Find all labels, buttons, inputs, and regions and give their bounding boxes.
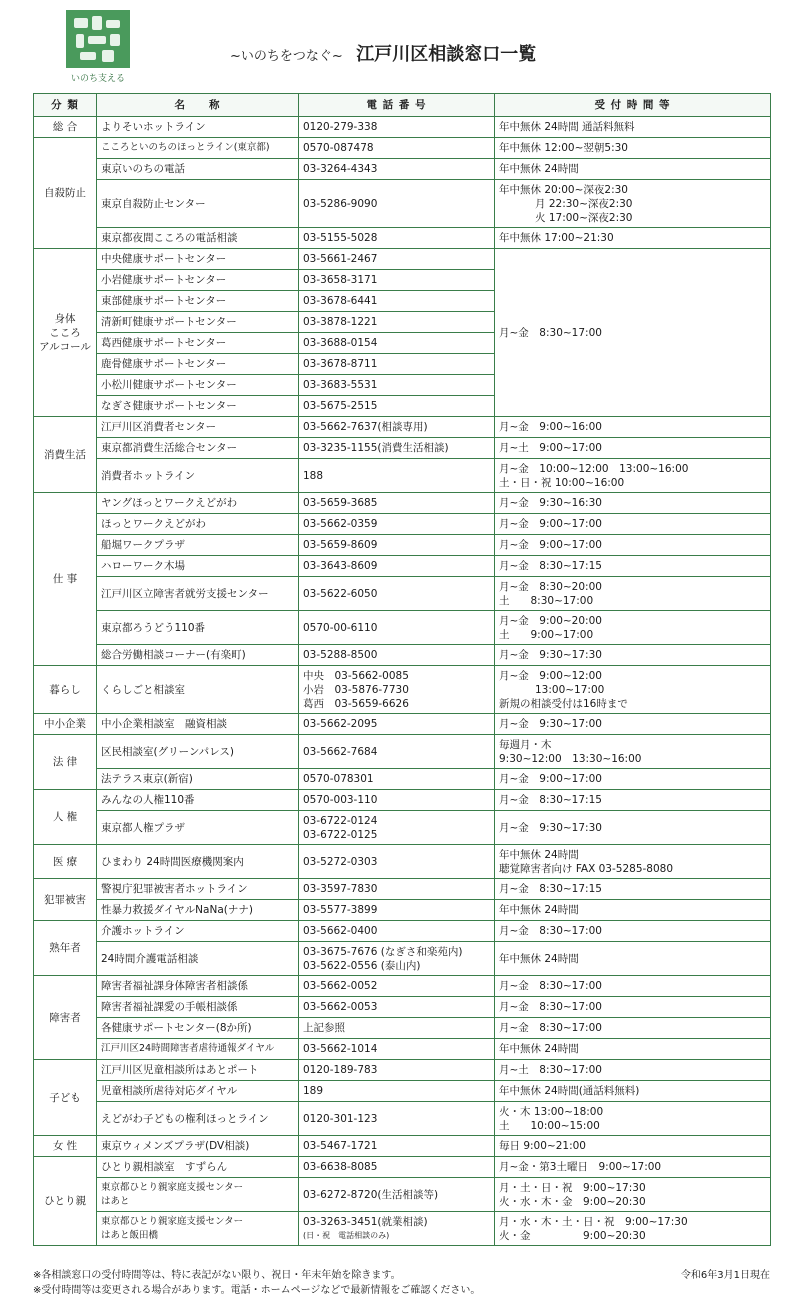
phone-cell: [299, 459, 495, 493]
header-phone: 電 話 番 号: [299, 94, 495, 117]
hours-cell: [495, 514, 771, 535]
phone-cell: [299, 180, 495, 228]
phone-line: 03-3263-3451(就業相談): [303, 1215, 428, 1228]
phone-cell: [299, 1081, 495, 1102]
hours-line: 土 10:00~15:00: [499, 1119, 600, 1132]
category-cell: 障害者: [34, 976, 97, 1060]
header-category: 分 類: [34, 94, 97, 117]
phone-line: 03-3264-4343: [303, 163, 378, 175]
page-header: [230, 40, 536, 66]
phone-cell: [299, 159, 495, 180]
phone-cell: [299, 354, 495, 375]
table-row: [34, 535, 771, 556]
name-cell: ほっとワークえどがわ: [97, 514, 299, 535]
table-row: [34, 666, 771, 714]
phone-line: 03-3643-8609: [303, 560, 378, 572]
name-cell: 清新町健康サポートセンター: [97, 312, 299, 333]
hours-cell: [495, 577, 771, 611]
phone-cell: [299, 1039, 495, 1060]
name-cell: 法テラス東京(新宿): [97, 769, 299, 790]
consultation-table: [33, 93, 771, 1246]
hours-line: 毎日 9:00~21:00: [499, 1140, 586, 1152]
hours-line: 年中無休 17:00~21:30: [499, 232, 614, 244]
category-cell: 人 権: [34, 790, 97, 845]
phone-line: 03-3597-7830: [303, 883, 378, 895]
phone-line: 03-5659-3685: [303, 497, 378, 509]
hours-cell: [495, 942, 771, 976]
name-cell: 警視庁犯罪被害者ホットライン: [97, 879, 299, 900]
hours-line: 年中無休 24時間: [499, 1043, 579, 1055]
hours-cell: [495, 735, 771, 769]
name-cell: こころといのちのほっとライン(東京都): [97, 138, 299, 159]
hours-line: 月・水・木・土・日・祝 9:00~17:30: [499, 1215, 688, 1228]
hours-line: 年中無休 24時間: [499, 163, 579, 175]
hours-cell: [495, 417, 771, 438]
hours-cell: [495, 845, 771, 879]
name-cell: 24時間介護電話相談: [97, 942, 299, 976]
table-row: [34, 1157, 771, 1178]
phone-cell: [299, 438, 495, 459]
phone-line: 03-5675-2515: [303, 400, 378, 412]
hours-line: 月~金 8:30~17:00: [499, 925, 602, 937]
hours-cell-shared: [495, 249, 771, 417]
table-row: [34, 138, 771, 159]
hours-line: 年中無休 24時間(通話料無料): [499, 1085, 640, 1097]
phone-line: 03-5662-7684: [303, 745, 378, 758]
name-cell: なぎさ健康サポートセンター: [97, 396, 299, 417]
phone-line: (日・祝 電話相談のみ): [303, 1230, 390, 1240]
name-cell: 総合労働相談コーナー(有楽町): [97, 645, 299, 666]
table-row: [34, 976, 771, 997]
phone-line: 03-5662-0359: [303, 518, 378, 530]
table-row: [34, 645, 771, 666]
phone-line: 189: [303, 1085, 324, 1097]
hours-cell: [495, 1060, 771, 1081]
table-row: [34, 117, 771, 138]
table-row: [34, 1212, 771, 1246]
phone-line: 03-3878-1221: [303, 316, 378, 328]
phone-line: 0570-078301: [303, 773, 374, 785]
phone-line: 03-5272-0303: [303, 855, 378, 868]
hours-line: 月~金 8:30~17:15: [499, 883, 602, 895]
table-row: [34, 228, 771, 249]
hours-line: 火・木 13:00~18:00: [499, 1105, 604, 1118]
hours-line: 月~土 8:30~17:00: [499, 1064, 602, 1076]
phone-line: 中央 03-5662-0085: [303, 669, 409, 682]
name-cell: よりそいホットライン: [97, 117, 299, 138]
phone-cell: [299, 666, 495, 714]
phone-line: 03-3683-5531: [303, 379, 378, 391]
phone-cell: [299, 291, 495, 312]
table-row: [34, 735, 771, 769]
hours-cell: [495, 611, 771, 645]
phone-line: 0570-087478: [303, 142, 374, 154]
phone-line: 小岩 03-5876-7730: [303, 683, 409, 696]
hours-line: 年中無休 24時間: [499, 952, 579, 965]
category-cell: 女 性: [34, 1136, 97, 1157]
table-row: [34, 459, 771, 493]
phone-cell: [299, 1018, 495, 1039]
page-subtitle: ~いのちをつなぐ~: [230, 49, 343, 64]
phone-line: 0570-003-110: [303, 794, 378, 806]
phone-line: 03-6638-8085: [303, 1161, 378, 1173]
table-row: [34, 180, 771, 228]
category-cell: 仕 事: [34, 493, 97, 666]
phone-cell: [299, 138, 495, 159]
phone-line: 0570-00-6110: [303, 621, 378, 634]
phone-cell: [299, 976, 495, 997]
hours-cell: [495, 997, 771, 1018]
table-row: [34, 1039, 771, 1060]
table-row: [34, 611, 771, 645]
phone-line: 03-5155-5028: [303, 232, 378, 244]
name-cell: 性暴力救援ダイヤルNaNa(ナナ): [97, 900, 299, 921]
name-cell: 介護ホットライン: [97, 921, 299, 942]
table-row: [34, 556, 771, 577]
hours-cell: [495, 1178, 771, 1212]
phone-cell: [299, 117, 495, 138]
hours-line: 年中無休 12:00~翌朝5:30: [499, 142, 628, 154]
category-cell: 犯罪被害: [34, 879, 97, 921]
name-cell: 東京都ろうどう110番: [97, 611, 299, 645]
hours-cell: [495, 645, 771, 666]
name-cell: 東京自殺防止センター: [97, 180, 299, 228]
hours-line: 土 9:00~17:00: [499, 628, 594, 641]
name-cell: みんなの人権110番: [97, 790, 299, 811]
name-cell: 区民相談室(グリーンパレス): [97, 735, 299, 769]
hours-cell: [495, 1212, 771, 1246]
phone-line: 葛西 03-5659-6626: [303, 697, 409, 710]
hours-cell: [495, 1157, 771, 1178]
phone-cell: [299, 1212, 495, 1246]
name-cell: ひとり親相談室 すずらん: [97, 1157, 299, 1178]
phone-line: 03-5577-3899: [303, 904, 378, 916]
table-row: [34, 714, 771, 735]
hours-cell: [495, 811, 771, 845]
name-cell: 鹿骨健康サポートセンター: [97, 354, 299, 375]
phone-line: 03-5661-2467: [303, 253, 378, 265]
hours-line: 火 17:00~深夜2:30: [535, 211, 633, 224]
phone-cell: [299, 249, 495, 270]
category-cell: ひとり親: [34, 1157, 97, 1246]
phone-line: 03-5288-8500: [303, 649, 378, 661]
hours-line: 月・土・日・祝 9:00~17:30: [499, 1181, 646, 1194]
page-title: 江戸川区相談窓口一覧: [356, 44, 537, 65]
footer: [33, 1268, 770, 1298]
phone-cell: [299, 997, 495, 1018]
hours-line: 年中無休 20:00~深夜2:30: [499, 183, 628, 196]
hours-line: 年中無休 24時間 通話料無料: [499, 121, 635, 133]
table-row: [34, 769, 771, 790]
category-cell: 法 律: [34, 735, 97, 790]
hours-cell: [495, 714, 771, 735]
name-cell: 東京都夜間こころの電話相談: [97, 228, 299, 249]
phone-cell: [299, 333, 495, 354]
phone-cell: [299, 735, 495, 769]
table-row: [34, 942, 771, 976]
phone-cell: [299, 535, 495, 556]
table-row: [34, 249, 771, 270]
footer-note: ※各相談窓口の受付時間等は、特に表記がない限り、祝日・年末年始を除きます。: [33, 1270, 401, 1281]
phone-line: 03-3678-6441: [303, 295, 378, 307]
name-cell: 消費者ホットライン: [97, 459, 299, 493]
name-cell: 中央健康サポートセンター: [97, 249, 299, 270]
phone-cell: [299, 1157, 495, 1178]
phone-line: 03-5659-8609: [303, 539, 378, 551]
phone-line: 03-6272-8720(生活相談等): [303, 1188, 439, 1201]
name-cell: 江戸川区24時間障害者虐待通報ダイヤル: [97, 1039, 299, 1060]
category-cell: 子ども: [34, 1060, 97, 1136]
table-row: [34, 159, 771, 180]
hours-cell: [495, 1018, 771, 1039]
name-cell: 東京いのちの電話: [97, 159, 299, 180]
hours-cell: [495, 769, 771, 790]
hours-line: 火・金 9:00~20:30: [499, 1229, 646, 1242]
table-row: [34, 845, 771, 879]
hours-cell: [495, 790, 771, 811]
table-row: [34, 1102, 771, 1136]
logo: [62, 10, 136, 84]
table-row: [34, 997, 771, 1018]
hours-line: 月~金 8:30~17:00: [499, 980, 602, 992]
phone-line: 03-5286-9090: [303, 197, 378, 210]
hours-line: 13:00~17:00: [535, 683, 605, 696]
logo-mark: [66, 10, 130, 68]
table-row: [34, 879, 771, 900]
hours-line: 年中無休 24時間: [499, 904, 579, 916]
hours-line: 毎週月・木: [499, 738, 552, 751]
phone-cell: [299, 611, 495, 645]
phone-cell: [299, 417, 495, 438]
phone-cell: [299, 942, 495, 976]
name-cell: 東京都人権プラザ: [97, 811, 299, 845]
phone-line: 03-3235-1155(消費生活相談): [303, 442, 449, 454]
phone-line: 上記参照: [303, 1022, 345, 1034]
header-name: 名 称: [97, 94, 299, 117]
hours-line: 火・水・木・金 9:00~20:30: [499, 1195, 646, 1208]
name-cell: 中小企業相談室 融資相談: [97, 714, 299, 735]
table-row: [34, 493, 771, 514]
hours-line: 月 22:30~深夜2:30: [535, 197, 633, 210]
phone-cell: [299, 1060, 495, 1081]
category-cell: 消費生活: [34, 417, 97, 493]
phone-line: 188: [303, 469, 324, 482]
hours-cell: [495, 921, 771, 942]
table-row: [34, 900, 771, 921]
hours-cell: [495, 666, 771, 714]
phone-cell: [299, 270, 495, 291]
name-cell: 江戸川区児童相談所はあとポート: [97, 1060, 299, 1081]
hours-line: 月~金 9:30~17:00: [499, 718, 602, 730]
phone-line: 03-5622-6050: [303, 587, 378, 600]
table-row: [34, 438, 771, 459]
footer-date: 令和6年3月1日現在: [680, 1270, 770, 1281]
name-cell: ひまわり 24時間医療機関案内: [97, 845, 299, 879]
phone-cell: [299, 375, 495, 396]
table-row: [34, 514, 771, 535]
hours-cell: [495, 535, 771, 556]
phone-cell: [299, 312, 495, 333]
hours-cell: [495, 1081, 771, 1102]
category-cell: 熟年者: [34, 921, 97, 976]
phone-line: 0120-189-783: [303, 1064, 378, 1076]
hours-line: 月~金 9:00~17:00: [499, 539, 602, 551]
name-cell: 江戸川区消費者センター: [97, 417, 299, 438]
category-cell: 身体 こころ アルコール: [34, 249, 97, 417]
table-row: [34, 811, 771, 845]
hours-line: 月~金 8:30~17:00: [499, 1022, 602, 1034]
hours-line: 月~金 9:00~20:00: [499, 614, 602, 627]
phone-line: 03-6722-0124: [303, 814, 378, 827]
hours-cell: [495, 459, 771, 493]
name-cell: ハローワーク木場: [97, 556, 299, 577]
name-cell: 障害者福祉課愛の手帳相談係: [97, 997, 299, 1018]
category-cell: 医 療: [34, 845, 97, 879]
hours-cell: [495, 228, 771, 249]
phone-cell: [299, 493, 495, 514]
name-cell: 東部健康サポートセンター: [97, 291, 299, 312]
phone-line: 03-5467-1721: [303, 1140, 378, 1152]
phone-cell: [299, 514, 495, 535]
hours-cell: [495, 900, 771, 921]
phone-line: 03-3678-8711: [303, 358, 378, 370]
category-cell: 総 合: [34, 117, 97, 138]
phone-line: 03-5662-0400: [303, 925, 378, 937]
phone-cell: [299, 1136, 495, 1157]
name-cell: 児童相談所虐待対応ダイヤル: [97, 1081, 299, 1102]
hours-line: 月~金 9:00~12:00: [499, 669, 602, 682]
phone-line: 03-3675-7676 (なぎさ和楽苑内): [303, 945, 463, 958]
hours-line: 月~金 10:00~12:00 13:00~16:00: [499, 462, 689, 475]
name-cell: ヤングほっとワークえどがわ: [97, 493, 299, 514]
hours-cell: [495, 493, 771, 514]
name-cell: 船堀ワークプラザ: [97, 535, 299, 556]
phone-line: 03-5662-7637(相談専用): [303, 421, 428, 433]
hours-line: 月~金 9:30~16:30: [499, 497, 602, 509]
phone-line: 0120-279-338: [303, 121, 378, 133]
phone-cell: [299, 921, 495, 942]
hours-cell: [495, 138, 771, 159]
hours-line: 月~金 8:30~17:00: [499, 326, 602, 339]
phone-cell: [299, 900, 495, 921]
hours-line: 月~金 8:30~17:15: [499, 560, 602, 572]
phone-cell: [299, 879, 495, 900]
phone-line: 03-3688-0154: [303, 337, 378, 349]
phone-cell: [299, 769, 495, 790]
footer-note: ※受付時間等は変更される場合があります。電話・ホームページなどで最新情報をご確認ください。: [33, 1285, 481, 1296]
name-cell: くらしごと相談室: [97, 666, 299, 714]
hours-cell: [495, 117, 771, 138]
name-cell: えどがわ子どもの権利ほっとライン: [97, 1102, 299, 1136]
table-row: [34, 1018, 771, 1039]
hours-cell: [495, 438, 771, 459]
name-cell: 障害者福祉課身体障害者相談係: [97, 976, 299, 997]
category-cell: 中小企業: [34, 714, 97, 735]
table-row: [34, 790, 771, 811]
hours-cell: [495, 180, 771, 228]
category-cell: 自殺防止: [34, 138, 97, 249]
hours-cell: [495, 976, 771, 997]
phone-line: 03-5622-0556 (泰山内): [303, 959, 421, 972]
phone-line: 03-5662-0053: [303, 1001, 378, 1013]
hours-cell: [495, 159, 771, 180]
table-header-row: [34, 94, 771, 117]
table-row: [34, 1060, 771, 1081]
hours-cell: [495, 1136, 771, 1157]
table-row: [34, 1178, 771, 1212]
hours-line: 月~金 8:30~17:15: [499, 794, 602, 806]
phone-cell: [299, 577, 495, 611]
table-row: [34, 1081, 771, 1102]
phone-line: 03-6722-0125: [303, 828, 378, 841]
table-row: [34, 1136, 771, 1157]
name-cell: 東京都ひとり親家庭支援センター はあと: [97, 1178, 299, 1212]
name-cell: 葛西健康サポートセンター: [97, 333, 299, 354]
name-cell: 各健康サポートセンター(8か所): [97, 1018, 299, 1039]
table-row: [34, 417, 771, 438]
hours-line: 土 8:30~17:00: [499, 594, 594, 607]
hours-cell: [495, 556, 771, 577]
phone-line: 03-5662-0052: [303, 980, 378, 992]
phone-line: 03-5662-2095: [303, 718, 378, 730]
hours-line: 9:30~12:00 13:30~16:00: [499, 752, 642, 765]
name-cell: 小松川健康サポートセンター: [97, 375, 299, 396]
hours-line: 年中無休 24時間: [499, 848, 579, 861]
hours-line: 月~金 9:00~17:00: [499, 518, 602, 530]
name-cell: 東京ウィメンズプラザ(DV相談): [97, 1136, 299, 1157]
name-cell: 東京都消費生活総合センター: [97, 438, 299, 459]
table-row: [34, 921, 771, 942]
hours-line: 月~金 8:30~17:00: [499, 1001, 602, 1013]
name-cell: 小岩健康サポートセンター: [97, 270, 299, 291]
hours-line: 月~金 9:30~17:30: [499, 821, 602, 834]
phone-cell: [299, 1178, 495, 1212]
header-hours: 受 付 時 間 等: [495, 94, 771, 117]
hours-line: 月~金・第3土曜日 9:00~17:00: [499, 1161, 662, 1173]
phone-cell: [299, 714, 495, 735]
hours-line: 聴覚障害者向け FAX 03-5285-8080: [499, 862, 674, 875]
name-cell: 江戸川区立障害者就労支援センター: [97, 577, 299, 611]
phone-cell: [299, 228, 495, 249]
hours-line: 月~金 9:00~16:00: [499, 421, 602, 433]
hours-line: 月~金 9:00~17:00: [499, 773, 602, 785]
name-cell: 東京都ひとり親家庭支援センター はあと飯田橋: [97, 1212, 299, 1246]
hours-line: 月~金 8:30~20:00: [499, 580, 602, 593]
hours-cell: [495, 1102, 771, 1136]
hours-line: 新規の相談受付は16時まで: [499, 697, 628, 710]
logo-caption: いのち支える: [70, 74, 125, 84]
phone-cell: [299, 645, 495, 666]
phone-cell: [299, 790, 495, 811]
hours-cell: [495, 879, 771, 900]
phone-line: 0120-301-123: [303, 1112, 378, 1125]
table-body: [34, 117, 771, 1246]
hours-line: 月~金 9:30~17:30: [499, 649, 602, 661]
phone-line: 03-3658-3171: [303, 274, 378, 286]
category-cell: 暮らし: [34, 666, 97, 714]
hours-line: 月~土 9:00~17:00: [499, 442, 602, 454]
phone-cell: [299, 845, 495, 879]
phone-cell: [299, 556, 495, 577]
phone-cell: [299, 811, 495, 845]
table-row: [34, 577, 771, 611]
phone-cell: [299, 1102, 495, 1136]
phone-line: 03-5662-1014: [303, 1043, 378, 1055]
hours-cell: [495, 1039, 771, 1060]
hours-line: 土・日・祝 10:00~16:00: [499, 476, 625, 489]
phone-cell: [299, 396, 495, 417]
